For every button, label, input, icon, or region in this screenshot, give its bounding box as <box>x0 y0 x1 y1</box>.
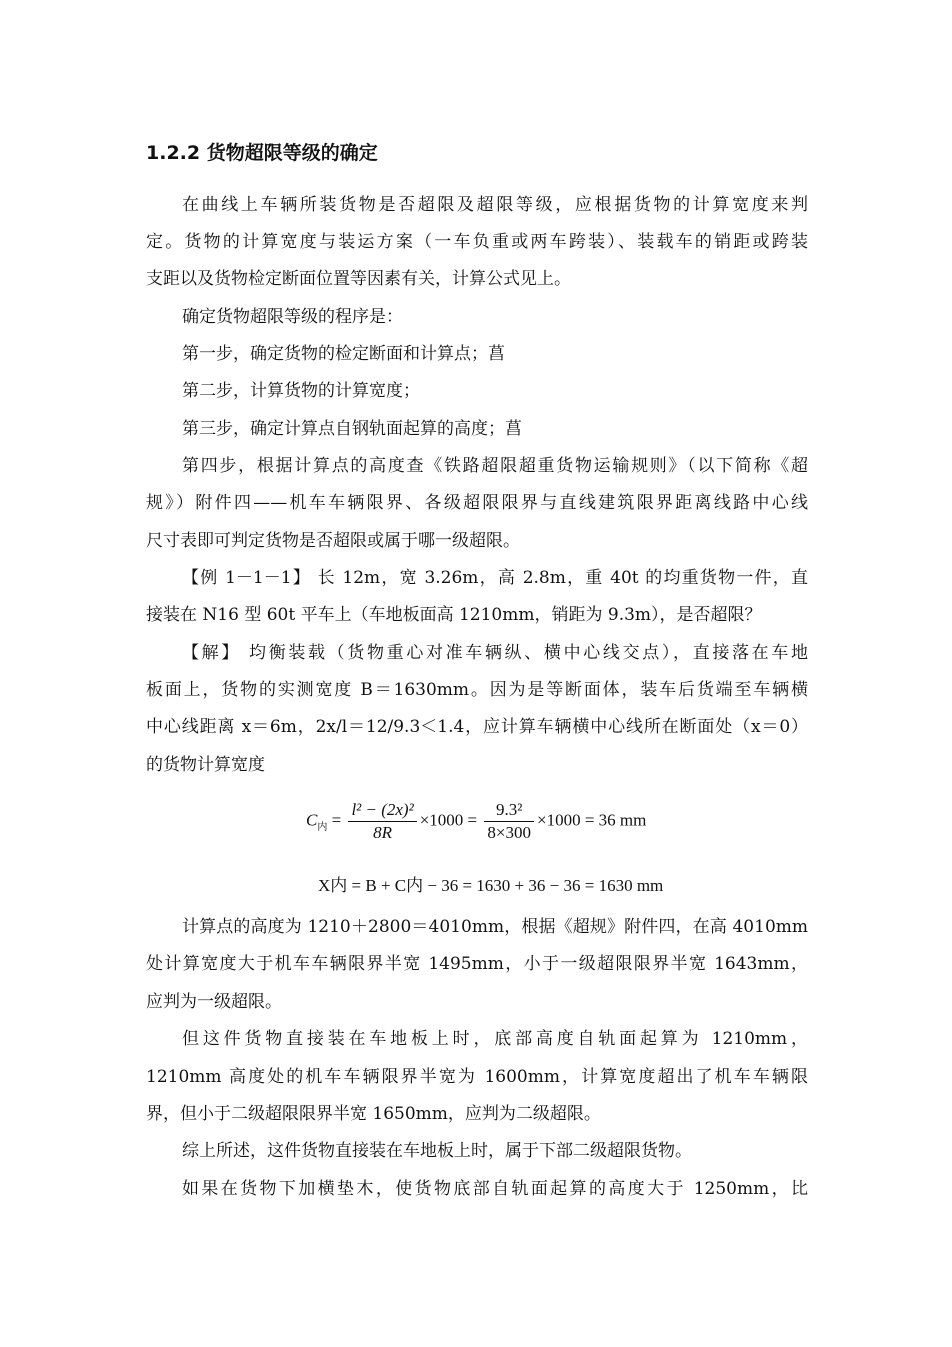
paragraph-line: 第三步，确定计算点自钢轨面起算的高度；菖 <box>182 419 522 439</box>
paragraph-line: 如果在货物下加横垫木，使货物底部自轨面起算的高度大于 1250mm，比 <box>182 1179 808 1199</box>
paragraph-line: 第一步，确定货物的检定断面和计算点；菖 <box>182 344 505 364</box>
solution-line: 板面上，货物的实测宽度 B＝1630mm。因为是等断面体，装车后货端至车辆横 <box>146 680 808 700</box>
paragraph-line: 处计算宽度大于机车车辆限界半宽 1495mm，小于一级超限限界半宽 1643mm， <box>146 954 808 974</box>
paragraph-line: 1210mm 高度处的机车车辆限界半宽为 1600mm，计算宽度超出了机车车辆限 <box>146 1067 808 1087</box>
formula-x-inner: X内 = B + C内 − 36 = 1630 + 36 − 36 = 1630 mm <box>318 876 664 895</box>
paragraph-line: 定。货物的计算宽度与装运方案（一车负重或两车跨装）、装载车的销距或跨装 <box>146 232 808 252</box>
example-line: 【例 1－1－1】 长 12m，宽 3.26m，高 2.8m，重 40t 的均重货物一件，直 <box>182 568 808 588</box>
paragraph-line: 界，但小于二级超限限界半宽 1650mm，应判为二级超限。 <box>146 1104 601 1124</box>
paragraph-line: 第二步，计算货物的计算宽度； <box>182 381 420 401</box>
paragraph-line: 规》）附件四——机车车辆限界、各级超限限界与直线建筑限界距离线路中心线 <box>146 493 808 513</box>
solution-line: 中心线距离 x＝6m，2x/l＝12/9.3＜1.4，应计算车辆横中心线所在断面处（x＝0） <box>146 717 808 737</box>
paragraph-line: 第四步，根据计算点的高度查《铁路超限超重货物运输规则》（以下简称《超 <box>182 456 808 476</box>
paragraph-line: 在曲线上车辆所装货物是否超限及超限等级，应根据货物的计算宽度来判 <box>182 195 808 215</box>
solution-line: 的货物计算宽度 <box>146 755 265 775</box>
paragraph-line: 计算点的高度为 1210＋2800＝4010mm，根据《超规》附件四，在高 4010mm <box>182 917 808 937</box>
paragraph-line: 但这件货物直接装在车地板上时，底部高度自轨面起算为 1210mm， <box>182 1029 808 1049</box>
paragraph-line: 尺寸表即可判定货物是否超限或属于哪一级超限。 <box>146 531 520 551</box>
paragraph-line: 支距以及货物检定断面位置等因素有关，计算公式见上。 <box>146 269 571 289</box>
paragraph-line: 确定货物超限等级的程序是： <box>182 307 403 327</box>
section-heading: 1.2.2 货物超限等级的确定 <box>146 142 378 164</box>
example-line: 接装在 N16 型 60t 平车上（车地板面高 1210mm，销距为 9.3m），是否超限？ <box>146 605 762 625</box>
paragraph-line: 应判为一级超限。 <box>146 992 282 1012</box>
formula-c-inner: $C_内$ = $\frac{\text{l² − (2x)²}}{8R}$ ×1000 = $\frac{\text{9.3²}}{8\times 300}$ ×1000 = 36 mm <box>306 800 647 842</box>
paragraph-line: 综上所述，这件货物直接装在车地板上时，属于下部二级超限货物。 <box>182 1141 692 1161</box>
solution-line: 【解】 均衡装载（货物重心对准车辆纵、横中心线交点），直接落在车地 <box>182 643 808 663</box>
